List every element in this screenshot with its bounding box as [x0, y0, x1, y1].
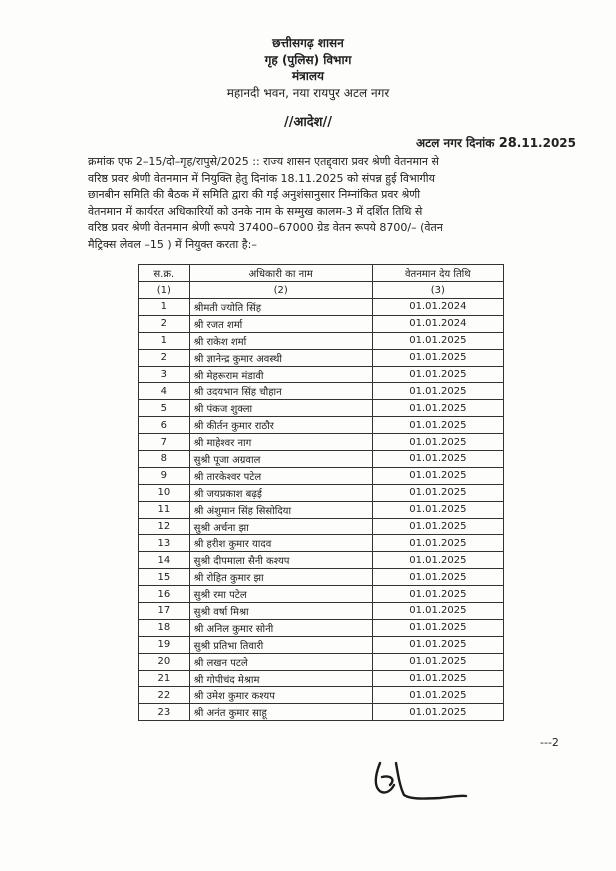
date-rest: .11.2025	[516, 136, 576, 150]
table-row	[139, 467, 504, 484]
row-pay-date: 01.01.2025	[372, 687, 503, 704]
table-row	[139, 619, 504, 636]
paragraph-line: वेतनमान में कार्यरत अधिकारियों को उनके नाम के सम्मुख कालम-3 में दर्शित तिथि से	[88, 204, 423, 218]
row-pay-date: 01.01.2025	[372, 451, 503, 468]
row-serial: 4	[139, 383, 190, 400]
order-title: //आदेश//	[283, 115, 333, 130]
row-officer-name: श्री अनिल कुमार सोनी	[189, 619, 372, 636]
row-serial: 2	[139, 349, 190, 366]
table-header-row	[139, 265, 504, 282]
table-row	[139, 434, 504, 451]
row-serial: 7	[139, 434, 190, 451]
order-paragraph	[88, 154, 584, 254]
row-officer-name: श्री जयप्रकाश बढ़ई	[189, 484, 372, 501]
row-officer-name: श्री गोपीचंद मेश्राम	[189, 670, 372, 687]
row-serial: 16	[139, 586, 190, 603]
row-officer-name: श्री मेहरूराम मंडावी	[189, 366, 372, 383]
row-serial: 15	[139, 569, 190, 586]
row-pay-date: 01.01.2025	[372, 383, 503, 400]
row-officer-name: श्री राकेश शर्मा	[189, 332, 372, 349]
officers-table	[138, 264, 504, 721]
row-pay-date: 01.01.2025	[372, 518, 503, 535]
table-body	[139, 299, 504, 721]
table-row	[139, 552, 504, 569]
row-serial: 10	[139, 484, 190, 501]
row-serial: 1	[139, 332, 190, 349]
subheader-col2: (2)	[189, 282, 372, 299]
row-pay-date: 01.01.2025	[372, 366, 503, 383]
row-officer-name: सुश्री दीपमाला सैनी कश्यप	[189, 552, 372, 569]
row-officer-name: सुश्री पूजा अग्रवाल	[189, 451, 372, 468]
row-serial: 9	[139, 467, 190, 484]
table-row	[139, 535, 504, 552]
row-officer-name: श्री ज्ञानेन्द्र कुमार अवस्थी	[189, 349, 372, 366]
row-pay-date: 01.01.2025	[372, 535, 503, 552]
table-row	[139, 518, 504, 535]
row-pay-date: 01.01.2025	[372, 704, 503, 721]
row-serial: 20	[139, 653, 190, 670]
row-officer-name: श्री अनंत कुमार साहू	[189, 704, 372, 721]
table-row	[139, 383, 504, 400]
row-officer-name: सुश्री अर्चना झा	[189, 518, 372, 535]
table-row	[139, 349, 504, 366]
row-pay-date: 01.01.2025	[372, 400, 503, 417]
handwritten-signature-icon	[360, 755, 470, 805]
row-officer-name: श्री रजत शर्मा	[189, 315, 372, 332]
paragraph-line: क्रमांक एफ 2–15/दो–गृह/रापुसे/2025 :: राज्य शासन एतद्द्वारा प्रवर श्रेणी वेतनमान से	[88, 155, 439, 168]
header-pay-date: वेतनमान देय तिथि	[372, 265, 503, 282]
table-row	[139, 501, 504, 518]
table-row	[139, 704, 504, 721]
header-serial: स.क्र.	[139, 265, 190, 282]
row-pay-date: 01.01.2025	[372, 417, 503, 434]
row-serial: 13	[139, 535, 190, 552]
row-serial: 1	[139, 299, 190, 316]
table-row	[139, 653, 504, 670]
row-officer-name: श्री उदयभान सिंह चौहान	[189, 383, 372, 400]
header-department: गृह (पुलिस) विभाग	[264, 53, 352, 67]
row-serial: 3	[139, 366, 190, 383]
signature-stroke	[376, 763, 466, 799]
row-officer-name: श्री तारकेश्वर पटेल	[189, 467, 372, 484]
row-officer-name: श्री कीर्तन कुमार राठौर	[189, 417, 372, 434]
table-row	[139, 400, 504, 417]
row-pay-date: 01.01.2025	[372, 569, 503, 586]
row-pay-date: 01.01.2025	[372, 636, 503, 653]
table-row	[139, 332, 504, 349]
row-officer-name: सुश्री वर्षा मिश्रा	[189, 603, 372, 620]
table-row	[139, 299, 504, 316]
subheader-col1: (1)	[139, 282, 190, 299]
row-pay-date: 01.01.2025	[372, 501, 503, 518]
row-pay-date: 01.01.2025	[372, 332, 503, 349]
row-officer-name: श्री हरीश कुमार यादव	[189, 535, 372, 552]
row-serial: 22	[139, 687, 190, 704]
row-serial: 21	[139, 670, 190, 687]
row-serial: 11	[139, 501, 190, 518]
row-pay-date: 01.01.2025	[372, 434, 503, 451]
subheader-col3: (3)	[372, 282, 503, 299]
row-serial: 6	[139, 417, 190, 434]
row-serial: 14	[139, 552, 190, 569]
row-pay-date: 01.01.2025	[372, 670, 503, 687]
row-officer-name: श्री उमेश कुमार कश्यप	[189, 687, 372, 704]
header-officer-name: अधिकारी का नाम	[189, 265, 372, 282]
row-officer-name: श्री माहेश्वर नाग	[189, 434, 372, 451]
header-government: छत्तीसगढ़ शासन	[272, 36, 344, 50]
table-row	[139, 636, 504, 653]
row-pay-date: 01.01.2025	[372, 586, 503, 603]
order-date	[416, 134, 576, 151]
row-serial: 17	[139, 603, 190, 620]
row-pay-date: 01.01.2025	[372, 467, 503, 484]
table-row	[139, 586, 504, 603]
header-address: महानदी भवन, नया रायपुर अटल नगर	[226, 86, 390, 100]
row-officer-name: श्रीमती ज्योति सिंह	[189, 299, 372, 316]
table-row	[139, 315, 504, 332]
header-ministry: मंत्रालय	[291, 69, 324, 83]
row-pay-date: 01.01.2025	[372, 603, 503, 620]
row-officer-name: सुश्री प्रतिभा तिवारी	[189, 636, 372, 653]
row-serial: 2	[139, 315, 190, 332]
date-day: 28	[498, 136, 517, 151]
date-prefix: अटल नगर दिनांक	[416, 136, 495, 150]
row-pay-date: 01.01.2025	[372, 484, 503, 501]
row-pay-date: 01.01.2024	[372, 315, 503, 332]
table-row	[139, 603, 504, 620]
table-subheader-row	[139, 282, 504, 299]
row-officer-name: श्री लखन पटले	[189, 653, 372, 670]
table-row	[139, 670, 504, 687]
row-serial: 8	[139, 451, 190, 468]
table-row	[139, 687, 504, 704]
row-pay-date: 01.01.2025	[372, 552, 503, 569]
row-serial: 18	[139, 619, 190, 636]
page-continuation-marker: ---2	[540, 736, 559, 749]
table-row	[139, 484, 504, 501]
paragraph-line: वरिष्ठ प्रवर श्रेणी वेतनमान में नियुक्ति हेतु दिनांक 18.11.2025 को संपन्न हुई विभागीय	[88, 171, 435, 185]
row-pay-date: 01.01.2025	[372, 619, 503, 636]
row-officer-name: श्री रोहित कुमार झा	[189, 569, 372, 586]
row-pay-date: 01.01.2025	[372, 653, 503, 670]
table-row	[139, 451, 504, 468]
table-row	[139, 569, 504, 586]
row-officer-name: श्री अंशुमान सिंह सिसोदिया	[189, 501, 372, 518]
table-row	[139, 417, 504, 434]
paragraph-line: वरिष्ठ प्रवर श्रेणी वेतनमान श्रेणी रूपये 37400–67000 ग्रेड वेतन रूपये 8700/– (वेतन	[88, 221, 443, 235]
table-row	[139, 366, 504, 383]
row-pay-date: 01.01.2025	[372, 349, 503, 366]
paragraph-line: छानबीन समिति की बैठक में समिति द्वारा की गई अनुशंसानुसार निम्नांकित प्रवर श्रेणी	[88, 188, 421, 202]
row-serial: 12	[139, 518, 190, 535]
row-serial: 23	[139, 704, 190, 721]
row-pay-date: 01.01.2024	[372, 299, 503, 316]
row-officer-name: श्री पंकज शुक्ला	[189, 400, 372, 417]
paragraph-line: मैट्रिक्स लेवल –15 ) में नियुक्त करता है:–	[88, 237, 257, 251]
row-serial: 19	[139, 636, 190, 653]
row-officer-name: सुश्री रमा पटेल	[189, 586, 372, 603]
row-serial: 5	[139, 400, 190, 417]
